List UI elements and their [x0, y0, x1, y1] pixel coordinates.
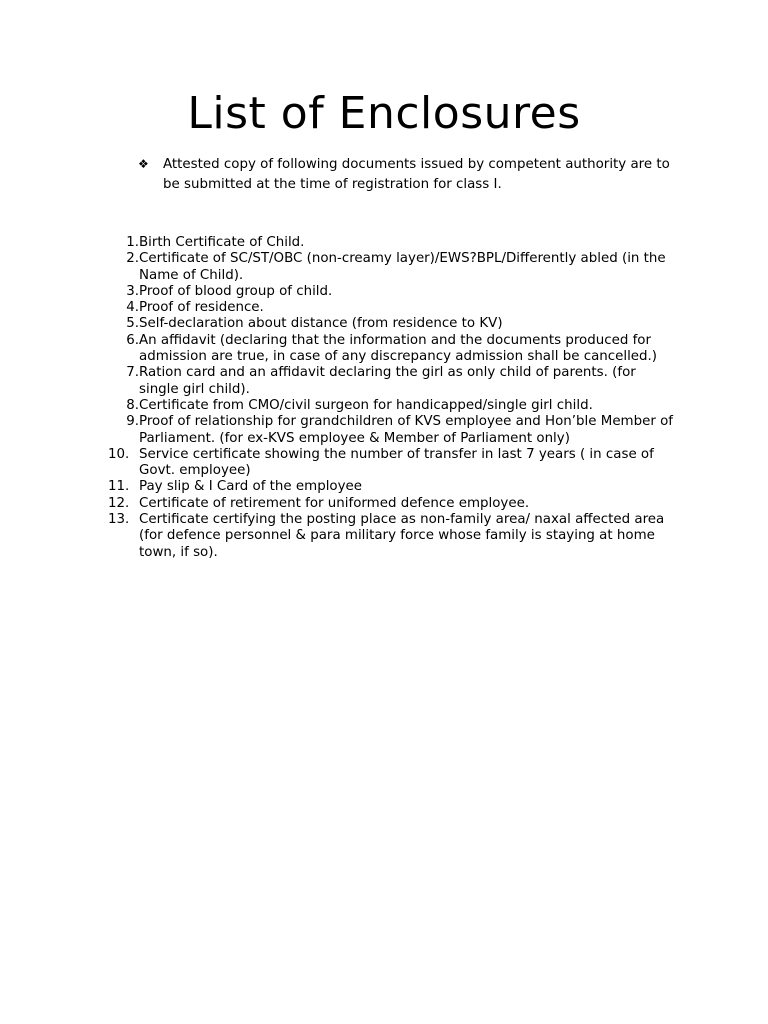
item-number: 4. — [126, 300, 139, 316]
enclosure-list — [108, 235, 678, 561]
list-item — [108, 316, 678, 332]
instruction-text: Attested copy of following documents issued by competent authority are to be submitted at the time of registration for class I. — [163, 157, 670, 192]
item-number: 3. — [126, 283, 139, 299]
item-text: An affidavit (declaring that the information and the documents produced for admission are true, in case of any discrepancy admission shall be cancelled.) — [139, 332, 658, 365]
item-number: 9. — [126, 414, 139, 430]
list-item — [108, 447, 678, 480]
item-number: 2. — [126, 251, 139, 267]
item-number: 11. — [108, 479, 130, 495]
list-item — [108, 496, 678, 512]
item-text: Proof of residence. — [139, 300, 264, 316]
instruction-note — [138, 155, 678, 194]
item-text: Certificate certifying the posting place as non-family area/ naxal affected area (for defence personnel & para military force whose family is staying at home town, if so). — [139, 512, 665, 560]
page-title: List of Enclosures — [187, 88, 581, 139]
list-item — [108, 284, 678, 300]
item-text: Certificate from CMO/civil surgeon for handicapped/single girl child. — [139, 397, 593, 413]
item-number: 10. — [108, 446, 130, 462]
item-number: 5. — [126, 316, 139, 332]
item-number: 8. — [126, 397, 139, 413]
item-text: Certificate of retirement for uniformed defence employee. — [139, 495, 530, 511]
item-number: 1. — [126, 235, 139, 250]
item-text: Self-declaration about distance (from residence to KV) — [139, 316, 503, 332]
item-number: 13. — [108, 512, 130, 528]
item-text: Proof of relationship for grandchildren of KVS employee and Hon’ble Member of Parliament. (for ex-KVS employee & Member of Parliament only) — [139, 414, 674, 446]
list-item — [108, 235, 678, 251]
item-number: 7. — [126, 365, 139, 381]
item-text: Service certificate showing the number of transfer in last 7 years ( in case of Govt. employee) — [139, 446, 654, 479]
item-text: Proof of blood group of child. — [139, 283, 333, 299]
item-text: Ration card and an affidavit declaring the girl as only child of parents. (for single girl child). — [139, 365, 636, 397]
list-item — [108, 365, 678, 398]
list-item — [108, 300, 678, 316]
item-number: 6. — [126, 332, 139, 348]
item-number: 12. — [108, 495, 130, 511]
list-item — [108, 251, 678, 284]
list-item — [108, 414, 678, 447]
item-text: Pay slip & I Card of the employee — [139, 479, 363, 495]
item-text: Birth Certificate of Child. — [139, 235, 305, 250]
list-item — [108, 398, 678, 414]
list-item — [108, 512, 678, 561]
list-item — [108, 479, 678, 495]
item-text: Certificate of SC/ST/OBC (non-creamy layer)/EWS?BPL/Differently abled (in the Name of Child). — [139, 251, 666, 283]
diamond-bullet-icon: ❖ — [138, 157, 149, 171]
list-item — [108, 333, 678, 366]
